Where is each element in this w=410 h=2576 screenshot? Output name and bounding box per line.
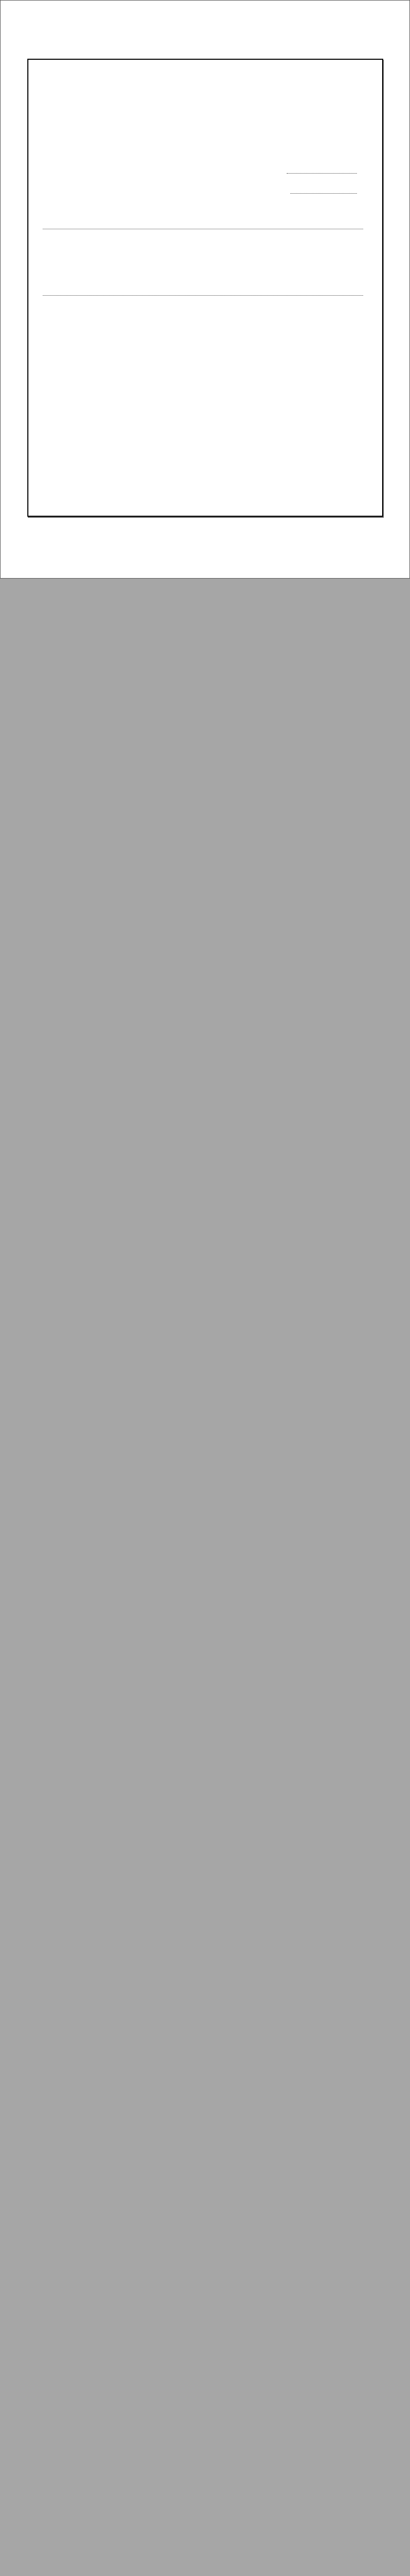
no-field[interactable]: [287, 173, 357, 174]
product-name-line: [43, 295, 363, 296]
cover-frame: [27, 59, 383, 517]
page-1: [0, 0, 410, 579]
date-field[interactable]: [290, 193, 357, 194]
